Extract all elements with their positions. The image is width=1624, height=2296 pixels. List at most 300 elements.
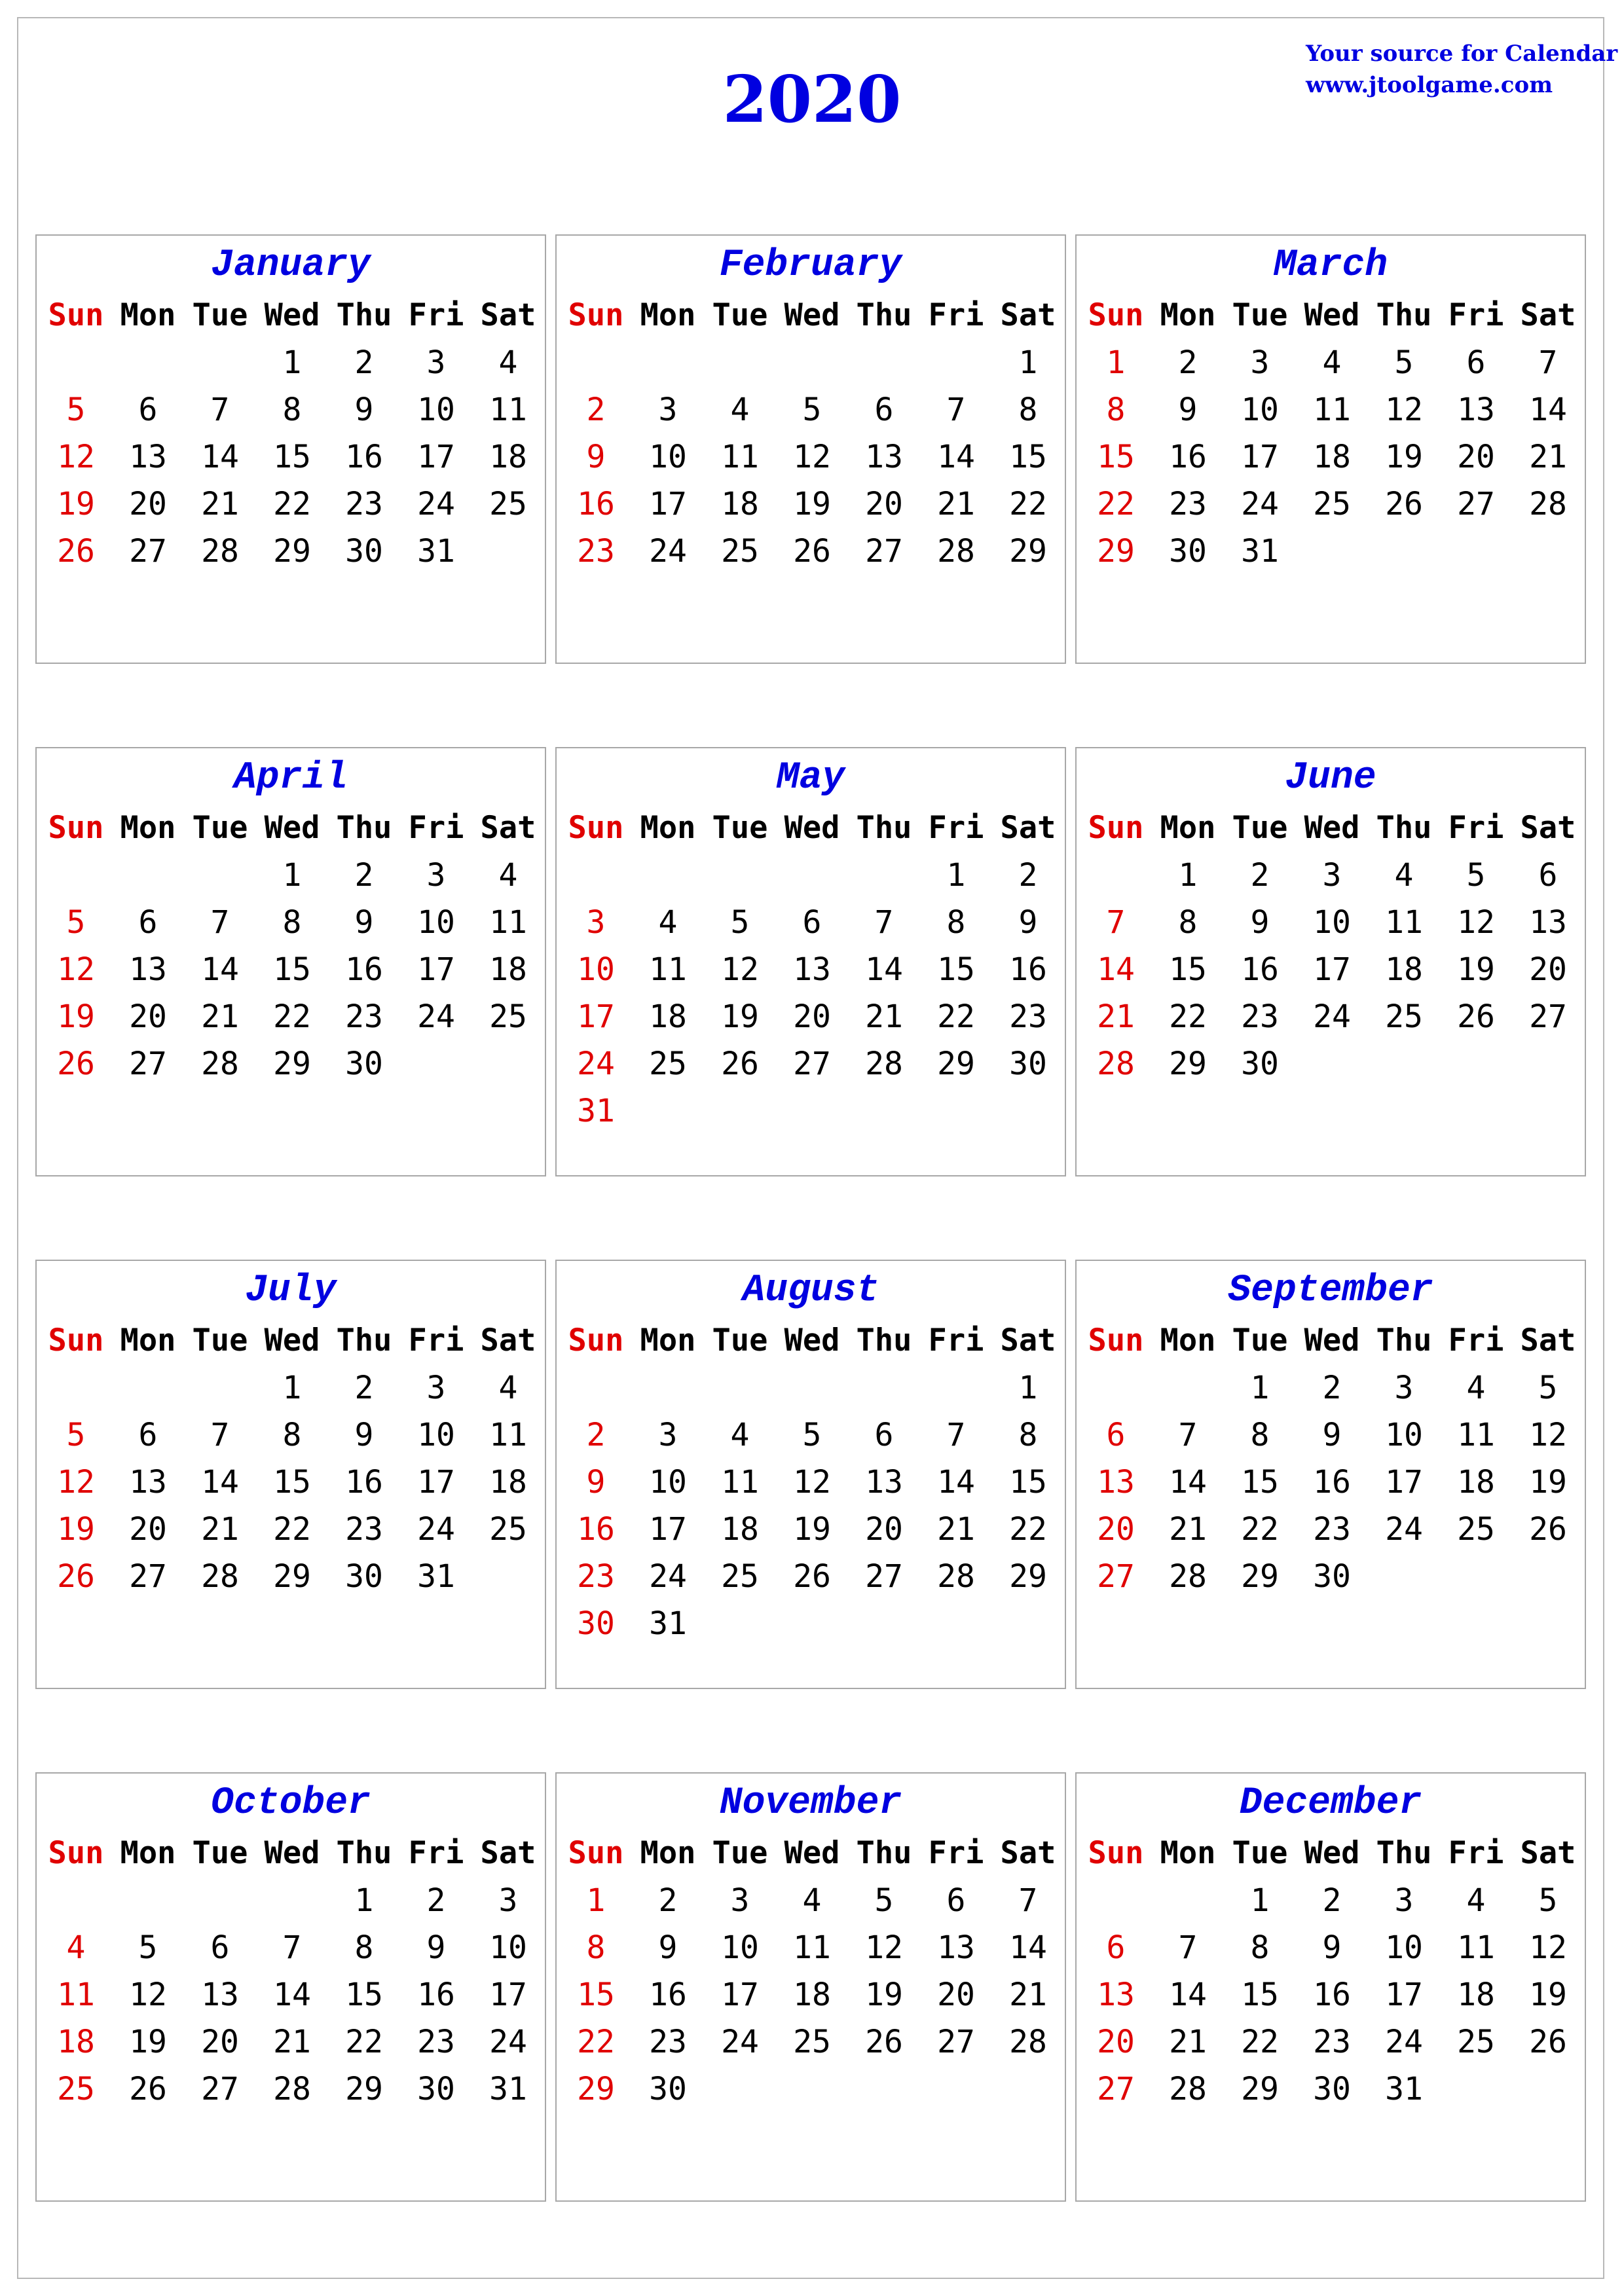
day-cell: 27: [865, 533, 903, 570]
month-title: November: [719, 1782, 902, 1825]
day-cell: 21: [1169, 2024, 1207, 2060]
day-cell: 4: [1466, 1370, 1486, 1406]
day-cell: 2: [354, 344, 374, 381]
weekday-label: Wed: [1304, 810, 1360, 846]
day-cell: 27: [129, 1558, 167, 1595]
week-row: [1080, 1924, 1584, 1971]
week-row: [560, 339, 1064, 386]
empty-day-cell: [776, 339, 848, 386]
empty-day-cell: [40, 1877, 112, 1924]
day-cell: 9: [658, 1929, 678, 1966]
weekday-label: Wed: [784, 1835, 840, 1871]
weekday-label: Tue: [1232, 1835, 1288, 1871]
day-cell: 26: [721, 1046, 759, 1082]
empty-day-cell: [112, 852, 184, 899]
day-cell: 4: [1394, 857, 1414, 894]
day-cell: 8: [1018, 392, 1038, 428]
day-cell: 27: [937, 2024, 975, 2060]
day-cell: 22: [1009, 1511, 1047, 1548]
empty-day-cell: [112, 1364, 184, 1412]
weekday-label: Sat: [1520, 1322, 1576, 1358]
weekday-label: Wed: [1304, 1835, 1360, 1871]
day-cell: 18: [1457, 1464, 1495, 1501]
day-cell: 1: [1018, 344, 1038, 381]
week-row: [1080, 386, 1584, 433]
day-cell: 11: [1457, 1929, 1495, 1966]
day-cell: 12: [57, 439, 95, 475]
day-cell: 10: [1385, 1417, 1423, 1453]
month-january: [35, 234, 546, 664]
week-row: [560, 386, 1064, 433]
week-row: [560, 1040, 1064, 1087]
weekday-label: Wed: [264, 1322, 320, 1358]
weekday-label: Mon: [1160, 1835, 1216, 1871]
day-cell: 11: [793, 1929, 831, 1966]
empty-day-cell: [920, 339, 992, 386]
day-cell: 9: [354, 392, 374, 428]
day-cell: 7: [946, 392, 966, 428]
day-cell: 3: [730, 1882, 750, 1919]
day-cell: 16: [1313, 1464, 1351, 1501]
week-row: [40, 1459, 544, 1506]
empty-day-cell: [848, 1087, 920, 1135]
weekday-label: Thu: [336, 1322, 392, 1358]
weekday-label: Fri: [1448, 1322, 1504, 1358]
empty-day-cell: [1512, 1040, 1584, 1087]
weekday-label: Mon: [640, 1835, 696, 1871]
weekday-label: Thu: [1376, 297, 1432, 333]
day-cell: 19: [865, 1977, 903, 2013]
day-cell: 7: [1018, 1882, 1038, 1919]
empty-day-cell: [256, 1877, 328, 1924]
day-cell: 12: [57, 951, 95, 988]
week-row: [560, 2066, 1064, 2113]
day-cell: 31: [489, 2071, 527, 2107]
day-cell: 24: [489, 2024, 527, 2060]
empty-day-cell: [704, 852, 776, 899]
day-cell: 4: [498, 857, 518, 894]
day-cell: 3: [426, 857, 446, 894]
day-cell: 1: [282, 857, 302, 894]
weekday-label: Fri: [1448, 810, 1504, 846]
day-cell: 25: [489, 486, 527, 522]
day-cell: 9: [354, 904, 374, 941]
month-title: June: [1285, 757, 1376, 799]
weekday-label: Thu: [1376, 1835, 1432, 1871]
empty-day-cell: [920, 2066, 992, 2113]
day-cell: 21: [201, 1511, 239, 1548]
day-cell: 17: [1385, 1464, 1423, 1501]
day-cell: 10: [577, 951, 615, 988]
day-cell: 16: [345, 439, 383, 475]
day-cell: 22: [577, 2024, 615, 2060]
weekday-label: Thu: [1376, 1322, 1432, 1358]
month-february: [555, 234, 1066, 664]
weekday-label: Mon: [120, 1322, 176, 1358]
day-cell: 22: [1241, 2024, 1279, 2060]
day-cell: 6: [1538, 857, 1558, 894]
day-cell: 29: [1241, 1558, 1279, 1595]
empty-day-cell: [1296, 528, 1368, 575]
day-cell: 21: [937, 1511, 975, 1548]
day-cell: 7: [210, 392, 230, 428]
day-cell: 26: [1529, 1511, 1567, 1548]
empty-day-cell: [992, 1600, 1064, 1647]
day-cell: 21: [1009, 1977, 1047, 2013]
day-cell: 12: [57, 1464, 95, 1501]
week-row: [40, 2018, 544, 2066]
day-cell: 2: [1018, 857, 1038, 894]
day-cell: 23: [345, 1511, 383, 1548]
day-cell: 15: [1241, 1977, 1279, 2013]
weekday-label: Wed: [1304, 297, 1360, 333]
weekday-label: Fri: [408, 810, 464, 846]
day-cell: 26: [1457, 998, 1495, 1035]
day-cell: 4: [730, 392, 750, 428]
week-row: [560, 993, 1064, 1040]
day-cell: 10: [649, 439, 687, 475]
empty-day-cell: [400, 1040, 472, 1087]
day-cell: 16: [577, 1511, 615, 1548]
day-cell: 9: [1178, 392, 1198, 428]
empty-day-cell: [704, 1600, 776, 1647]
week-row: [1080, 1459, 1584, 1506]
empty-day-cell: [1512, 528, 1584, 575]
day-cell: 29: [577, 2071, 615, 2107]
day-cell: 28: [201, 533, 239, 570]
day-cell: 8: [586, 1929, 606, 1966]
day-cell: 17: [577, 998, 615, 1035]
day-cell: 23: [1169, 486, 1207, 522]
weekday-label: Thu: [336, 1835, 392, 1871]
weekday-label: Tue: [712, 297, 768, 333]
week-row: [1080, 1553, 1584, 1600]
empty-day-cell: [184, 1364, 256, 1412]
day-cell: 1: [282, 344, 302, 381]
weekday-label: Sun: [568, 810, 624, 846]
day-cell: 18: [489, 1464, 527, 1501]
weekday-header: [40, 1317, 544, 1364]
weekday-label: Fri: [1448, 1835, 1504, 1871]
empty-day-cell: [1296, 1040, 1368, 1087]
day-cell: 1: [1250, 1882, 1270, 1919]
day-cell: 18: [57, 2024, 95, 2060]
day-cell: 25: [489, 998, 527, 1035]
weekday-label: Sun: [1088, 810, 1144, 846]
day-cell: 4: [1466, 1882, 1486, 1919]
day-cell: 25: [721, 533, 759, 570]
month-december: [1075, 1772, 1586, 2202]
empty-day-cell: [560, 852, 632, 899]
day-cell: 2: [354, 1370, 374, 1406]
day-cell: 19: [129, 2024, 167, 2060]
week-row: [1080, 1040, 1584, 1087]
day-cell: 19: [1529, 1977, 1567, 2013]
weekday-header: [40, 805, 544, 852]
empty-day-cell: [632, 852, 704, 899]
week-row: [560, 1600, 1064, 1647]
empty-day-cell: [184, 852, 256, 899]
day-cell: 6: [138, 1417, 158, 1453]
weekday-header: [40, 1830, 544, 1877]
week-row: [1080, 1971, 1584, 2018]
weekday-label: Sat: [480, 1322, 536, 1358]
weekday-label: Mon: [120, 297, 176, 333]
weekday-label: Tue: [712, 1322, 768, 1358]
day-cell: 28: [201, 1046, 239, 1082]
day-cell: 21: [1097, 998, 1135, 1035]
empty-day-cell: [992, 2066, 1064, 2113]
day-cell: 26: [1385, 486, 1423, 522]
day-cell: 18: [721, 486, 759, 522]
weekday-label: Tue: [192, 1835, 248, 1871]
weekday-label: Sat: [480, 810, 536, 846]
day-cell: 30: [417, 2071, 455, 2107]
day-cell: 29: [1009, 533, 1047, 570]
weekday-label: Sun: [1088, 297, 1144, 333]
day-cell: 6: [138, 392, 158, 428]
day-cell: 14: [865, 951, 903, 988]
day-cell: 22: [1241, 1511, 1279, 1548]
day-cell: 29: [273, 1046, 311, 1082]
day-cell: 4: [1322, 344, 1342, 381]
day-cell: 6: [210, 1929, 230, 1966]
day-cell: 24: [577, 1046, 615, 1082]
day-cell: 8: [1018, 1417, 1038, 1453]
day-cell: 2: [426, 1882, 446, 1919]
day-cell: 26: [793, 1558, 831, 1595]
day-cell: 6: [874, 392, 894, 428]
empty-day-cell: [848, 1600, 920, 1647]
day-cell: 13: [937, 1929, 975, 1966]
day-cell: 2: [586, 1417, 606, 1453]
day-cell: 16: [417, 1977, 455, 2013]
day-cell: 30: [345, 1558, 383, 1595]
day-cell: 31: [577, 1093, 615, 1129]
day-cell: 12: [1457, 904, 1495, 941]
day-cell: 27: [129, 533, 167, 570]
day-cell: 15: [937, 951, 975, 988]
day-cell: 5: [1538, 1370, 1558, 1406]
weekday-header: [1080, 1830, 1584, 1877]
month-november: [555, 1772, 1066, 2202]
empty-day-cell: [40, 339, 112, 386]
weekday-header: [560, 1830, 1064, 1877]
day-cell: 28: [1097, 1046, 1135, 1082]
day-cell: 27: [201, 2071, 239, 2107]
day-cell: 9: [586, 439, 606, 475]
day-cell: 16: [1009, 951, 1047, 988]
week-row: [40, 1364, 544, 1412]
week-row: [560, 1553, 1064, 1600]
weekday-label: Tue: [192, 1322, 248, 1358]
empty-day-cell: [848, 2066, 920, 2113]
week-row: [1080, 899, 1584, 946]
day-cell: 6: [1106, 1929, 1126, 1966]
day-cell: 21: [1169, 1511, 1207, 1548]
day-cell: 6: [874, 1417, 894, 1453]
day-cell: 29: [1009, 1558, 1047, 1595]
week-row: [40, 1553, 544, 1600]
week-row: [40, 946, 544, 993]
day-cell: 28: [1169, 2071, 1207, 2107]
month-title: December: [1239, 1782, 1422, 1825]
empty-day-cell: [184, 1877, 256, 1924]
empty-day-cell: [776, 1364, 848, 1412]
day-cell: 15: [273, 439, 311, 475]
empty-day-cell: [920, 1087, 992, 1135]
day-cell: 10: [649, 1464, 687, 1501]
day-cell: 9: [1250, 904, 1270, 941]
weekday-label: Mon: [640, 1322, 696, 1358]
day-cell: 11: [721, 439, 759, 475]
day-cell: 31: [649, 1605, 687, 1642]
day-cell: 1: [1018, 1370, 1038, 1406]
day-cell: 10: [417, 392, 455, 428]
day-cell: 18: [489, 951, 527, 988]
day-cell: 4: [802, 1882, 822, 1919]
day-cell: 13: [1529, 904, 1567, 941]
day-cell: 30: [1241, 1046, 1279, 1082]
week-row: [1080, 528, 1584, 575]
day-cell: 7: [1538, 344, 1558, 381]
week-row: [40, 1506, 544, 1553]
week-row: [560, 1924, 1064, 1971]
day-cell: 1: [282, 1370, 302, 1406]
day-cell: 21: [937, 486, 975, 522]
day-cell: 8: [1250, 1417, 1270, 1453]
day-cell: 22: [937, 998, 975, 1035]
week-row: [560, 528, 1064, 575]
day-cell: 22: [345, 2024, 383, 2060]
day-cell: 16: [1241, 951, 1279, 988]
weekday-label: Tue: [712, 1835, 768, 1871]
day-cell: 14: [201, 1464, 239, 1501]
day-cell: 7: [210, 904, 230, 941]
day-cell: 12: [865, 1929, 903, 1966]
day-cell: 18: [721, 1511, 759, 1548]
day-cell: 15: [273, 1464, 311, 1501]
day-cell: 3: [586, 904, 606, 941]
day-cell: 23: [577, 1558, 615, 1595]
day-cell: 27: [1097, 1558, 1135, 1595]
day-cell: 20: [1097, 2024, 1135, 2060]
day-cell: 10: [1241, 392, 1279, 428]
day-cell: 25: [1385, 998, 1423, 1035]
weekday-label: Fri: [408, 1322, 464, 1358]
week-row: [560, 899, 1064, 946]
day-cell: 25: [1457, 2024, 1495, 2060]
day-cell: 19: [57, 486, 95, 522]
day-cell: 28: [937, 1558, 975, 1595]
day-cell: 3: [426, 344, 446, 381]
day-cell: 8: [1250, 1929, 1270, 1966]
weekday-label: Wed: [784, 297, 840, 333]
weekday-label: Thu: [856, 1322, 912, 1358]
week-row: [1080, 1506, 1584, 1553]
weekday-label: Sun: [48, 1835, 104, 1871]
week-row: [560, 1364, 1064, 1412]
day-cell: 17: [489, 1977, 527, 2013]
day-cell: 11: [489, 1417, 527, 1453]
empty-day-cell: [1512, 2066, 1584, 2113]
day-cell: 4: [66, 1929, 86, 1966]
day-cell: 10: [417, 1417, 455, 1453]
day-cell: 23: [417, 2024, 455, 2060]
day-cell: 14: [937, 439, 975, 475]
week-row: [560, 946, 1064, 993]
weekday-label: Thu: [856, 810, 912, 846]
day-cell: 1: [946, 857, 966, 894]
day-cell: 2: [586, 392, 606, 428]
empty-day-cell: [776, 2066, 848, 2113]
day-cell: 23: [1241, 998, 1279, 1035]
day-cell: 2: [658, 1882, 678, 1919]
day-cell: 23: [1009, 998, 1047, 1035]
day-cell: 16: [649, 1977, 687, 2013]
day-cell: 3: [658, 392, 678, 428]
month-title: April: [233, 757, 348, 799]
week-row: [560, 1971, 1064, 2018]
day-cell: 14: [1169, 1977, 1207, 2013]
source-line: Your source for Calendar: [1306, 41, 1618, 67]
day-cell: 1: [1178, 857, 1198, 894]
week-row: [560, 481, 1064, 528]
weekday-label: Mon: [640, 297, 696, 333]
day-cell: 15: [273, 951, 311, 988]
day-cell: 21: [273, 2024, 311, 2060]
weekday-label: Mon: [640, 810, 696, 846]
day-cell: 11: [1457, 1417, 1495, 1453]
week-row: [40, 899, 544, 946]
day-cell: 17: [417, 1464, 455, 1501]
weekday-label: Tue: [1232, 810, 1288, 846]
day-cell: 20: [793, 998, 831, 1035]
day-cell: 7: [210, 1417, 230, 1453]
week-row: [40, 1040, 544, 1087]
day-cell: 24: [1313, 998, 1351, 1035]
day-cell: 2: [1322, 1882, 1342, 1919]
weekday-label: Sat: [1000, 1835, 1056, 1871]
day-cell: 7: [874, 904, 894, 941]
month-may: [555, 747, 1066, 1176]
weekday-label: Sun: [1088, 1322, 1144, 1358]
day-cell: 2: [354, 857, 374, 894]
day-cell: 5: [138, 1929, 158, 1966]
day-cell: 1: [1250, 1370, 1270, 1406]
week-row: [40, 852, 544, 899]
day-cell: 27: [1097, 2071, 1135, 2107]
day-cell: 16: [345, 951, 383, 988]
weekday-label: Fri: [1448, 297, 1504, 333]
day-cell: 5: [66, 904, 86, 941]
day-cell: 20: [1097, 1511, 1135, 1548]
day-cell: 25: [1457, 1511, 1495, 1548]
weekday-label: Tue: [712, 810, 768, 846]
empty-day-cell: [40, 1364, 112, 1412]
day-cell: 20: [129, 1511, 167, 1548]
weekday-label: Thu: [336, 297, 392, 333]
empty-day-cell: [1440, 528, 1512, 575]
empty-day-cell: [848, 852, 920, 899]
month-september: [1075, 1260, 1586, 1689]
day-cell: 3: [658, 1417, 678, 1453]
weekday-label: Fri: [928, 297, 984, 333]
day-cell: 8: [354, 1929, 374, 1966]
day-cell: 28: [1009, 2024, 1047, 2060]
day-cell: 2: [1322, 1370, 1342, 1406]
day-cell: 7: [1178, 1929, 1198, 1966]
